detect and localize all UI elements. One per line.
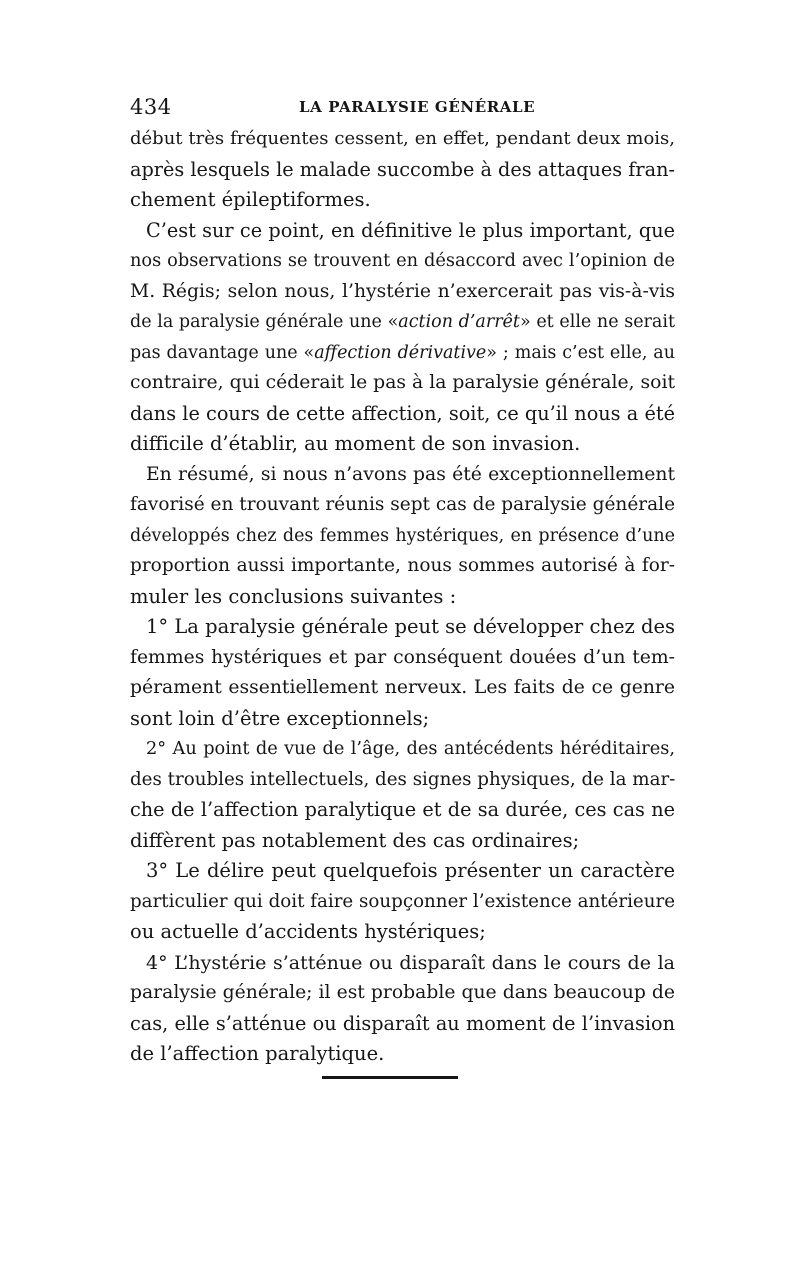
text-segment: » et elle ne serait xyxy=(519,312,675,332)
text-line: 2° Au point de vue de l’âge, des antécédents héréditaires, xyxy=(146,739,675,759)
text-line: contraire, qui céderait le pas à la paralysie générale, soit xyxy=(130,372,675,393)
text-line: développés chez des femmes hystériques, en présence d’une xyxy=(130,525,675,546)
text-line: de l’affection paralytique. xyxy=(130,1042,385,1065)
text-line: particulier qui doit faire soupçonner l’existence antérieure xyxy=(130,890,675,912)
text-line: difficile d’établir, au moment de son invasion. xyxy=(130,432,581,455)
text-line: femmes hystériques et par conséquent douées d’un tem- xyxy=(130,646,675,668)
text-line: après lesquels le malade succombe à des attaques fran- xyxy=(130,157,676,181)
text-line: muler les conclusions suivantes : xyxy=(130,584,457,608)
running-head: LA PARALYSIE GÉNÉRALE xyxy=(299,98,536,116)
text-line: dans le cours de cette affection, soit, ce qu’il nous a été xyxy=(130,401,675,425)
text-line: En résumé, si nous n’avons pas été exceptionnellement xyxy=(146,463,675,485)
text-line: 3° Le délire peut quelquefois présenter un caractère xyxy=(146,859,675,882)
page-header xyxy=(130,95,675,119)
text-line: 1° La paralysie générale peut se développer chez des xyxy=(146,615,675,638)
text-line: C’est sur ce point, en définitive le plus important, que xyxy=(146,218,675,242)
text-line: cas, elle s’atténue ou disparaît au moment de l’invasion xyxy=(130,1011,675,1035)
text-segment: pas davantage une « xyxy=(130,342,315,363)
text-line: des troubles intellectuels, des signes physiques, de la mar- xyxy=(130,768,676,790)
italic-phrase: action d’arrêt xyxy=(398,312,520,332)
text-segment: de la paralysie générale une « xyxy=(130,312,399,332)
text-segment: » ; mais c’est elle, au xyxy=(486,342,675,363)
text-line: ou actuelle d’accidents hystériques; xyxy=(130,920,486,943)
text-line: diffèrent pas notablement des cas ordinaires; xyxy=(130,828,580,852)
text-line: nos observations se trouvent en désaccord avec l’opinion de xyxy=(130,251,675,271)
page-number: 434 xyxy=(130,95,172,119)
text-line: 4° L’hystérie s’atténue ou disparaît dans le cours de la xyxy=(146,951,675,974)
text-line: paralysie générale; il est probable que dans beaucoup de xyxy=(130,982,675,1003)
text-line xyxy=(130,307,675,338)
body-text xyxy=(130,124,675,1070)
text-line: che de l’affection paralytique et de sa durée, ces cas ne xyxy=(130,798,675,821)
italic-phrase: affection dérivative xyxy=(314,342,487,363)
text-line: proportion aussi importante, nous sommes autorisé à for- xyxy=(130,555,675,576)
text-line: favorisé en trouvant réunis sept cas de paralysie générale xyxy=(130,494,676,515)
text-line: chement épileptiformes. xyxy=(130,188,371,211)
end-rule xyxy=(322,1076,458,1079)
text-line: pérament essentiellement nerveux. Les faits de ce genre xyxy=(130,677,675,698)
text-line: début très fréquentes cessent, en effet, pendant deux mois, xyxy=(130,128,675,149)
text-line xyxy=(130,338,675,369)
text-line: sont loin d’être exceptionnels; xyxy=(130,706,430,730)
text-line: M. Régis; selon nous, l’hystérie n’exercerait pas vis-à-vis xyxy=(130,280,675,302)
